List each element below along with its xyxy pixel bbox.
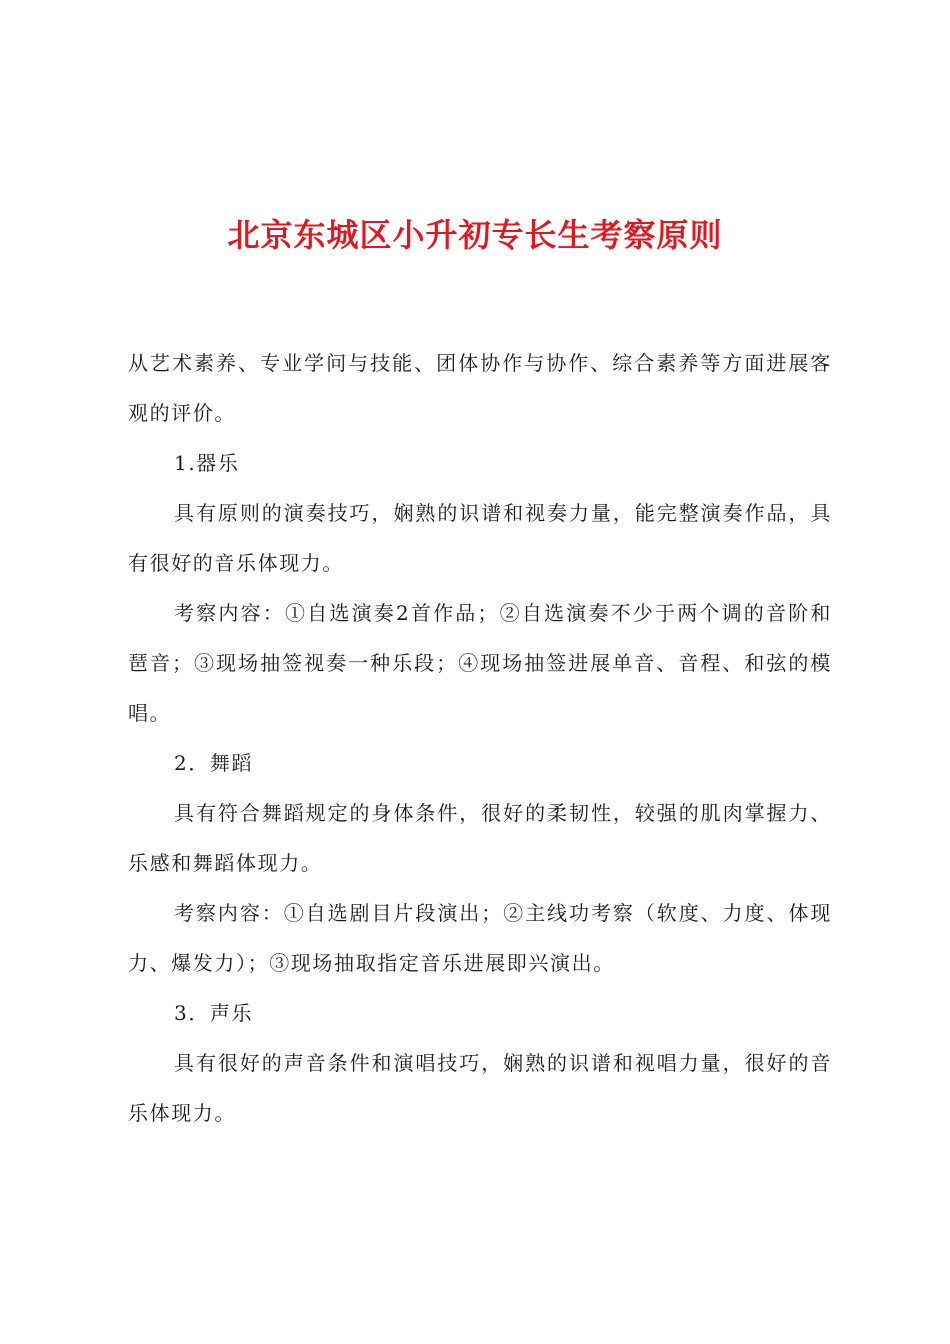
document-body	[128, 338, 832, 1138]
intro-paragraph: 从艺术素养、专业学问与技能、团体协作与协作、综合素养等方面进展客观的评价。	[128, 351, 832, 425]
paragraph-instrumental-requirements: 具有原则的演奏技巧，娴熟的识谱和视奏力量，能完整演奏作品，具有很好的音乐体现力。	[128, 501, 832, 575]
section-heading-vocal: 3．声乐	[174, 1001, 254, 1025]
section-heading-instrumental: 1.器乐	[174, 451, 240, 475]
paragraph-instrumental-content: 考察内容：①自选演奏2首作品；②自选演奏不少于两个调的音阶和琶音；③现场抽签视奏一种乐段；④现场抽签进展单音、音程、和弦的模唱。	[128, 601, 832, 725]
document-title: 北京东城区小升初专长生考察原则	[227, 216, 723, 254]
section-heading-dance: 2．舞蹈	[174, 751, 254, 775]
paragraph-vocal-requirements: 具有很好的声音条件和演唱技巧，娴熟的识谱和视唱力量，很好的音乐体现力。	[128, 1051, 832, 1125]
paragraph-dance-content: 考察内容：①自选剧目片段演出；②主线功考察（软度、力度、体现力、爆发力）；③现场抽取指定音乐进展即兴演出。	[128, 901, 832, 975]
paragraph-dance-requirements: 具有符合舞蹈规定的身体条件，很好的柔韧性，较强的肌肉掌握力、乐感和舞蹈体现力。	[128, 801, 832, 875]
